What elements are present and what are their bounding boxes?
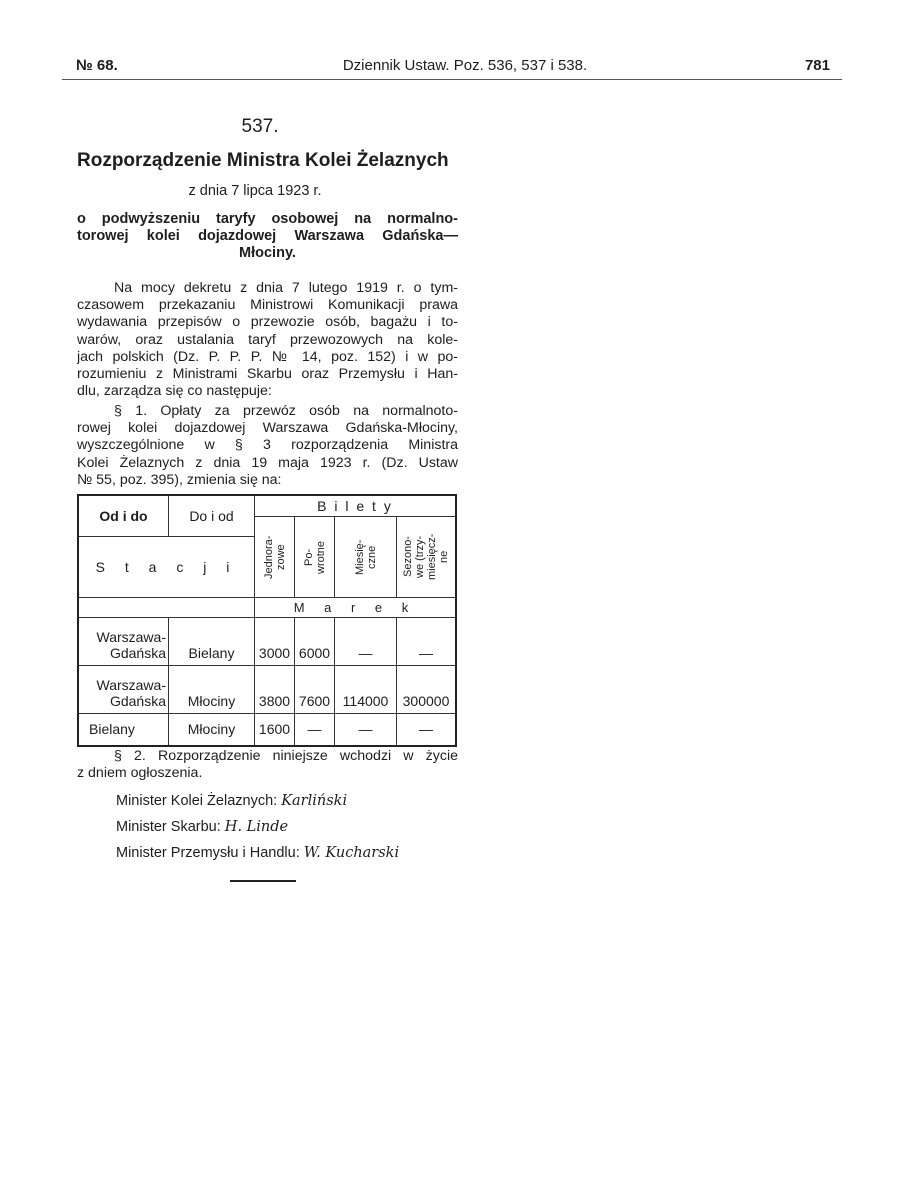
fare-cell: — bbox=[397, 714, 457, 746]
page-number: 781 bbox=[804, 57, 830, 74]
subject-line: Młociny. bbox=[239, 245, 296, 262]
section-1 bbox=[77, 403, 458, 489]
header-to: Do i od bbox=[169, 495, 255, 537]
subject-line: o podwyższeniu taryfy osobowej na normalno- bbox=[77, 211, 458, 227]
fare-cell: — bbox=[335, 714, 397, 746]
fare-cell: 114000 bbox=[335, 666, 397, 714]
signature-line bbox=[116, 845, 399, 861]
header-rule bbox=[62, 79, 842, 80]
ticket-type-monthly: Miesię- czne bbox=[353, 539, 378, 575]
row-to: Bielany bbox=[169, 618, 255, 666]
fare-cell: — bbox=[397, 618, 457, 666]
signature-line bbox=[116, 793, 347, 809]
fare-cell: 7600 bbox=[295, 666, 335, 714]
section-2-line: § 2. Rozporządzenie niniejsze wchodzi w życie bbox=[114, 748, 458, 764]
decree-subject bbox=[77, 211, 458, 263]
header-stations: S t a c j i bbox=[78, 537, 255, 598]
row-from: Bielany bbox=[78, 714, 169, 746]
section-2-line: z dniem ogłoszenia. bbox=[77, 765, 203, 782]
ticket-type-seasonal: Sezono- we (trzy- miesięcz- ne bbox=[402, 533, 450, 581]
signature-name: W. Kucharski bbox=[303, 845, 400, 861]
preamble-line: warów, oraz ustalania taryf przewozowych na kole- bbox=[77, 331, 458, 348]
signature-role: Minister Skarbu: bbox=[116, 819, 221, 835]
fare-cell: 3800 bbox=[255, 666, 295, 714]
fare-cell: 300000 bbox=[397, 666, 457, 714]
signature-name: Karliński bbox=[281, 793, 348, 809]
section-2 bbox=[77, 748, 458, 782]
row-from: Warszawa- Gdańska bbox=[78, 618, 169, 666]
journal-title: Dziennik Ustaw. Poz. 536, 537 i 538. bbox=[342, 57, 588, 74]
fare-table bbox=[77, 494, 457, 747]
section-1-line: Kolei Żelaznych z dnia 19 maja 1923 r. (Dz. Ustaw bbox=[77, 454, 458, 471]
preamble-line: jach polskich (Dz. P. P. P. № 14, poz. 152) i w po- bbox=[77, 348, 458, 365]
fare-cell: 3000 bbox=[255, 618, 295, 666]
preamble bbox=[77, 280, 458, 400]
ticket-type-return: Po- wrotne bbox=[302, 540, 327, 574]
fare-cell: — bbox=[335, 618, 397, 666]
ticket-type-single: Jednora- zowe bbox=[262, 535, 287, 579]
header-tickets: B i l e t y bbox=[255, 495, 457, 517]
signature-role: Minister Kolei Żelaznych: bbox=[116, 793, 278, 809]
section-1-line: rowej kolei dojazdowej Warszawa Gdańska-Młociny, bbox=[77, 420, 458, 437]
header-from: Od i do bbox=[78, 495, 169, 537]
section-1-line: § 1. Opłaty za przewóz osób na normalnoto- bbox=[114, 403, 458, 419]
currency-label: M a r e k bbox=[255, 598, 457, 618]
fare-cell: — bbox=[295, 714, 335, 746]
table-row bbox=[78, 714, 456, 746]
signature-line bbox=[116, 819, 288, 835]
section-1-line: wyszczególnione w § 3 rozporządzenia Ministra bbox=[77, 437, 458, 454]
section-1-line: № 55, poz. 395), zmienia się na: bbox=[77, 471, 282, 488]
preamble-line: wydawania przepisów o przewozie osób, bagażu i to- bbox=[77, 314, 458, 331]
table-row bbox=[78, 666, 456, 714]
decree-title: Rozporządzenie Ministra Kolei Żelaznych bbox=[77, 150, 449, 171]
row-from: Warszawa- Gdańska bbox=[78, 666, 169, 714]
row-to: Młociny bbox=[169, 666, 255, 714]
signature-name: H. Linde bbox=[224, 819, 289, 835]
preamble-line: rozumieniu z Ministrami Skarbu oraz Przemysłu i Han- bbox=[77, 365, 458, 382]
table-row bbox=[78, 618, 456, 666]
fare-cell: 6000 bbox=[295, 618, 335, 666]
preamble-line: dlu, zarządza się co następuje: bbox=[77, 383, 272, 400]
fare-cell: 1600 bbox=[255, 714, 295, 746]
issue-number: № 68. bbox=[76, 57, 118, 74]
row-to: Młociny bbox=[169, 714, 255, 746]
subject-line: torowej kolei dojazdowej Warszawa Gdańska— bbox=[77, 228, 458, 245]
signature-role: Minister Przemysłu i Handlu: bbox=[116, 845, 300, 861]
item-number: 537. bbox=[241, 116, 279, 137]
decree-date: z dnia 7 lipca 1923 r. bbox=[188, 183, 322, 199]
preamble-line: czasowem przekazaniu Ministrowi Komunikacji prawa bbox=[77, 297, 458, 314]
preamble-line: Na mocy dekretu z dnia 7 lutego 1919 r. o tym- bbox=[114, 280, 458, 296]
closing-rule bbox=[230, 880, 296, 882]
